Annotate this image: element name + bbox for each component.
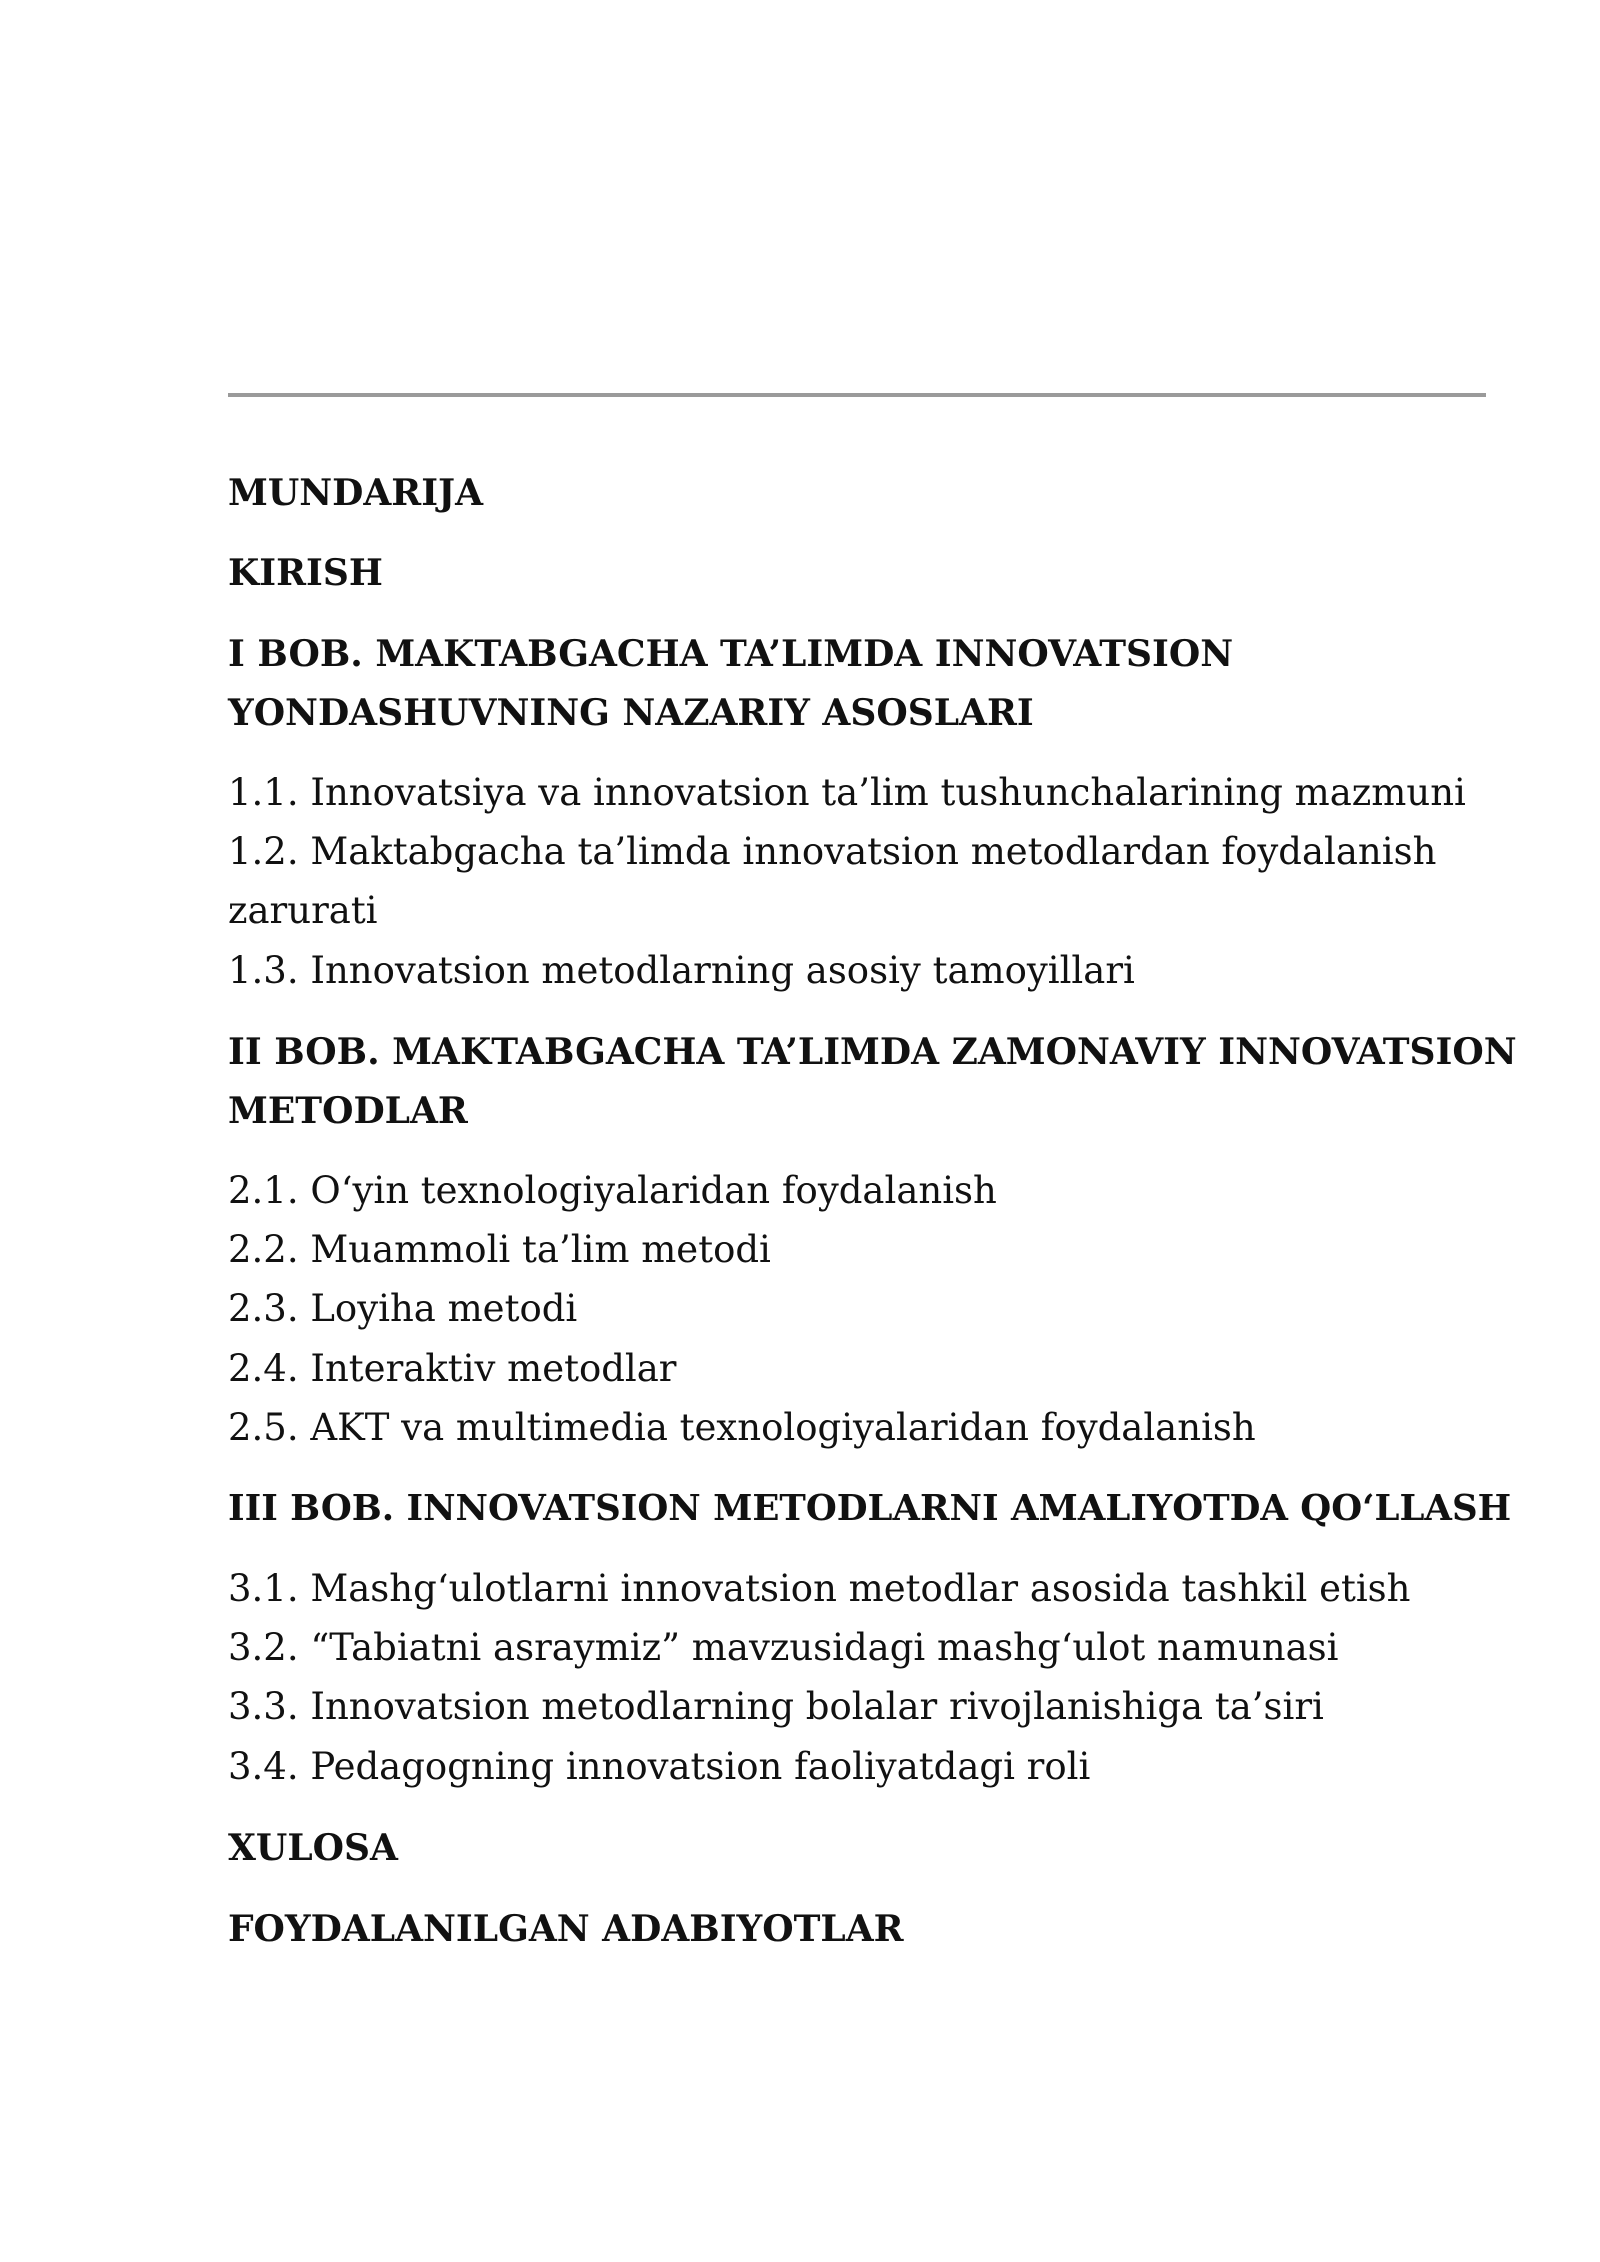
toc-item-3-3: 3.3. Innovatsion metodlarning bolalar rivojlanishiga ta’siri: [228, 1685, 1324, 1728]
toc-item-3-1: 3.1. Mashg‘ulotlarni innovatsion metodlar asosida tashkil etish: [228, 1567, 1411, 1610]
toc-title: MUNDARIJA: [228, 472, 484, 514]
chapter2-heading-line1: II BOB. MAKTABGACHA TA’LIMDA ZAMONAVIY INNOVATSION: [228, 1031, 1517, 1073]
toc-item-2-4: 2.4. Interaktiv metodlar: [228, 1347, 677, 1390]
toc-item-2-1: 2.1. O‘yin texnologiyalaridan foydalanish: [228, 1169, 997, 1212]
toc-item-3-2: 3.2. “Tabiatni asraymiz” mavzusidagi mashg‘ulot namunasi: [228, 1626, 1339, 1669]
chapter3-heading: III BOB. INNOVATSION METODLARNI AMALIYOTDA QO‘LLASH: [228, 1488, 1512, 1529]
chapter1-heading-line1: I BOB. MAKTABGACHA TA’LIMDA INNOVATSION: [228, 633, 1234, 675]
toc-item-1-3: 1.3. Innovatsion metodlarning asosiy tamoyillari: [228, 949, 1135, 992]
chapter2-heading-line2: METODLAR: [228, 1090, 468, 1132]
toc-item-1-2-continued: zarurati: [228, 889, 378, 932]
horizontal-rule: [228, 393, 1486, 397]
toc-item-2-2: 2.2. Muammoli ta’lim metodi: [228, 1228, 771, 1271]
toc-item-3-4: 3.4. Pedagogning innovatsion faoliyatdagi roli: [228, 1745, 1091, 1788]
toc-item-2-5: 2.5. AKT va multimedia texnologiyalaridan foydalanish: [228, 1406, 1256, 1449]
toc-intro: KIRISH: [228, 552, 383, 594]
toc-item-1-2: 1.2. Maktabgacha ta’limda innovatsion metodlardan foydalanish: [228, 830, 1437, 873]
toc-conclusion: XULOSA: [228, 1827, 398, 1869]
toc-item-2-3: 2.3. Loyiha metodi: [228, 1287, 578, 1330]
chapter1-heading-line2: YONDASHUVNING NAZARIY ASOSLARI: [228, 692, 1034, 734]
toc-references: FOYDALANILGAN ADABIYOTLAR: [228, 1908, 904, 1950]
toc-item-1-1: 1.1. Innovatsiya va innovatsion ta’lim tushunchalarining mazmuni: [228, 771, 1466, 814]
